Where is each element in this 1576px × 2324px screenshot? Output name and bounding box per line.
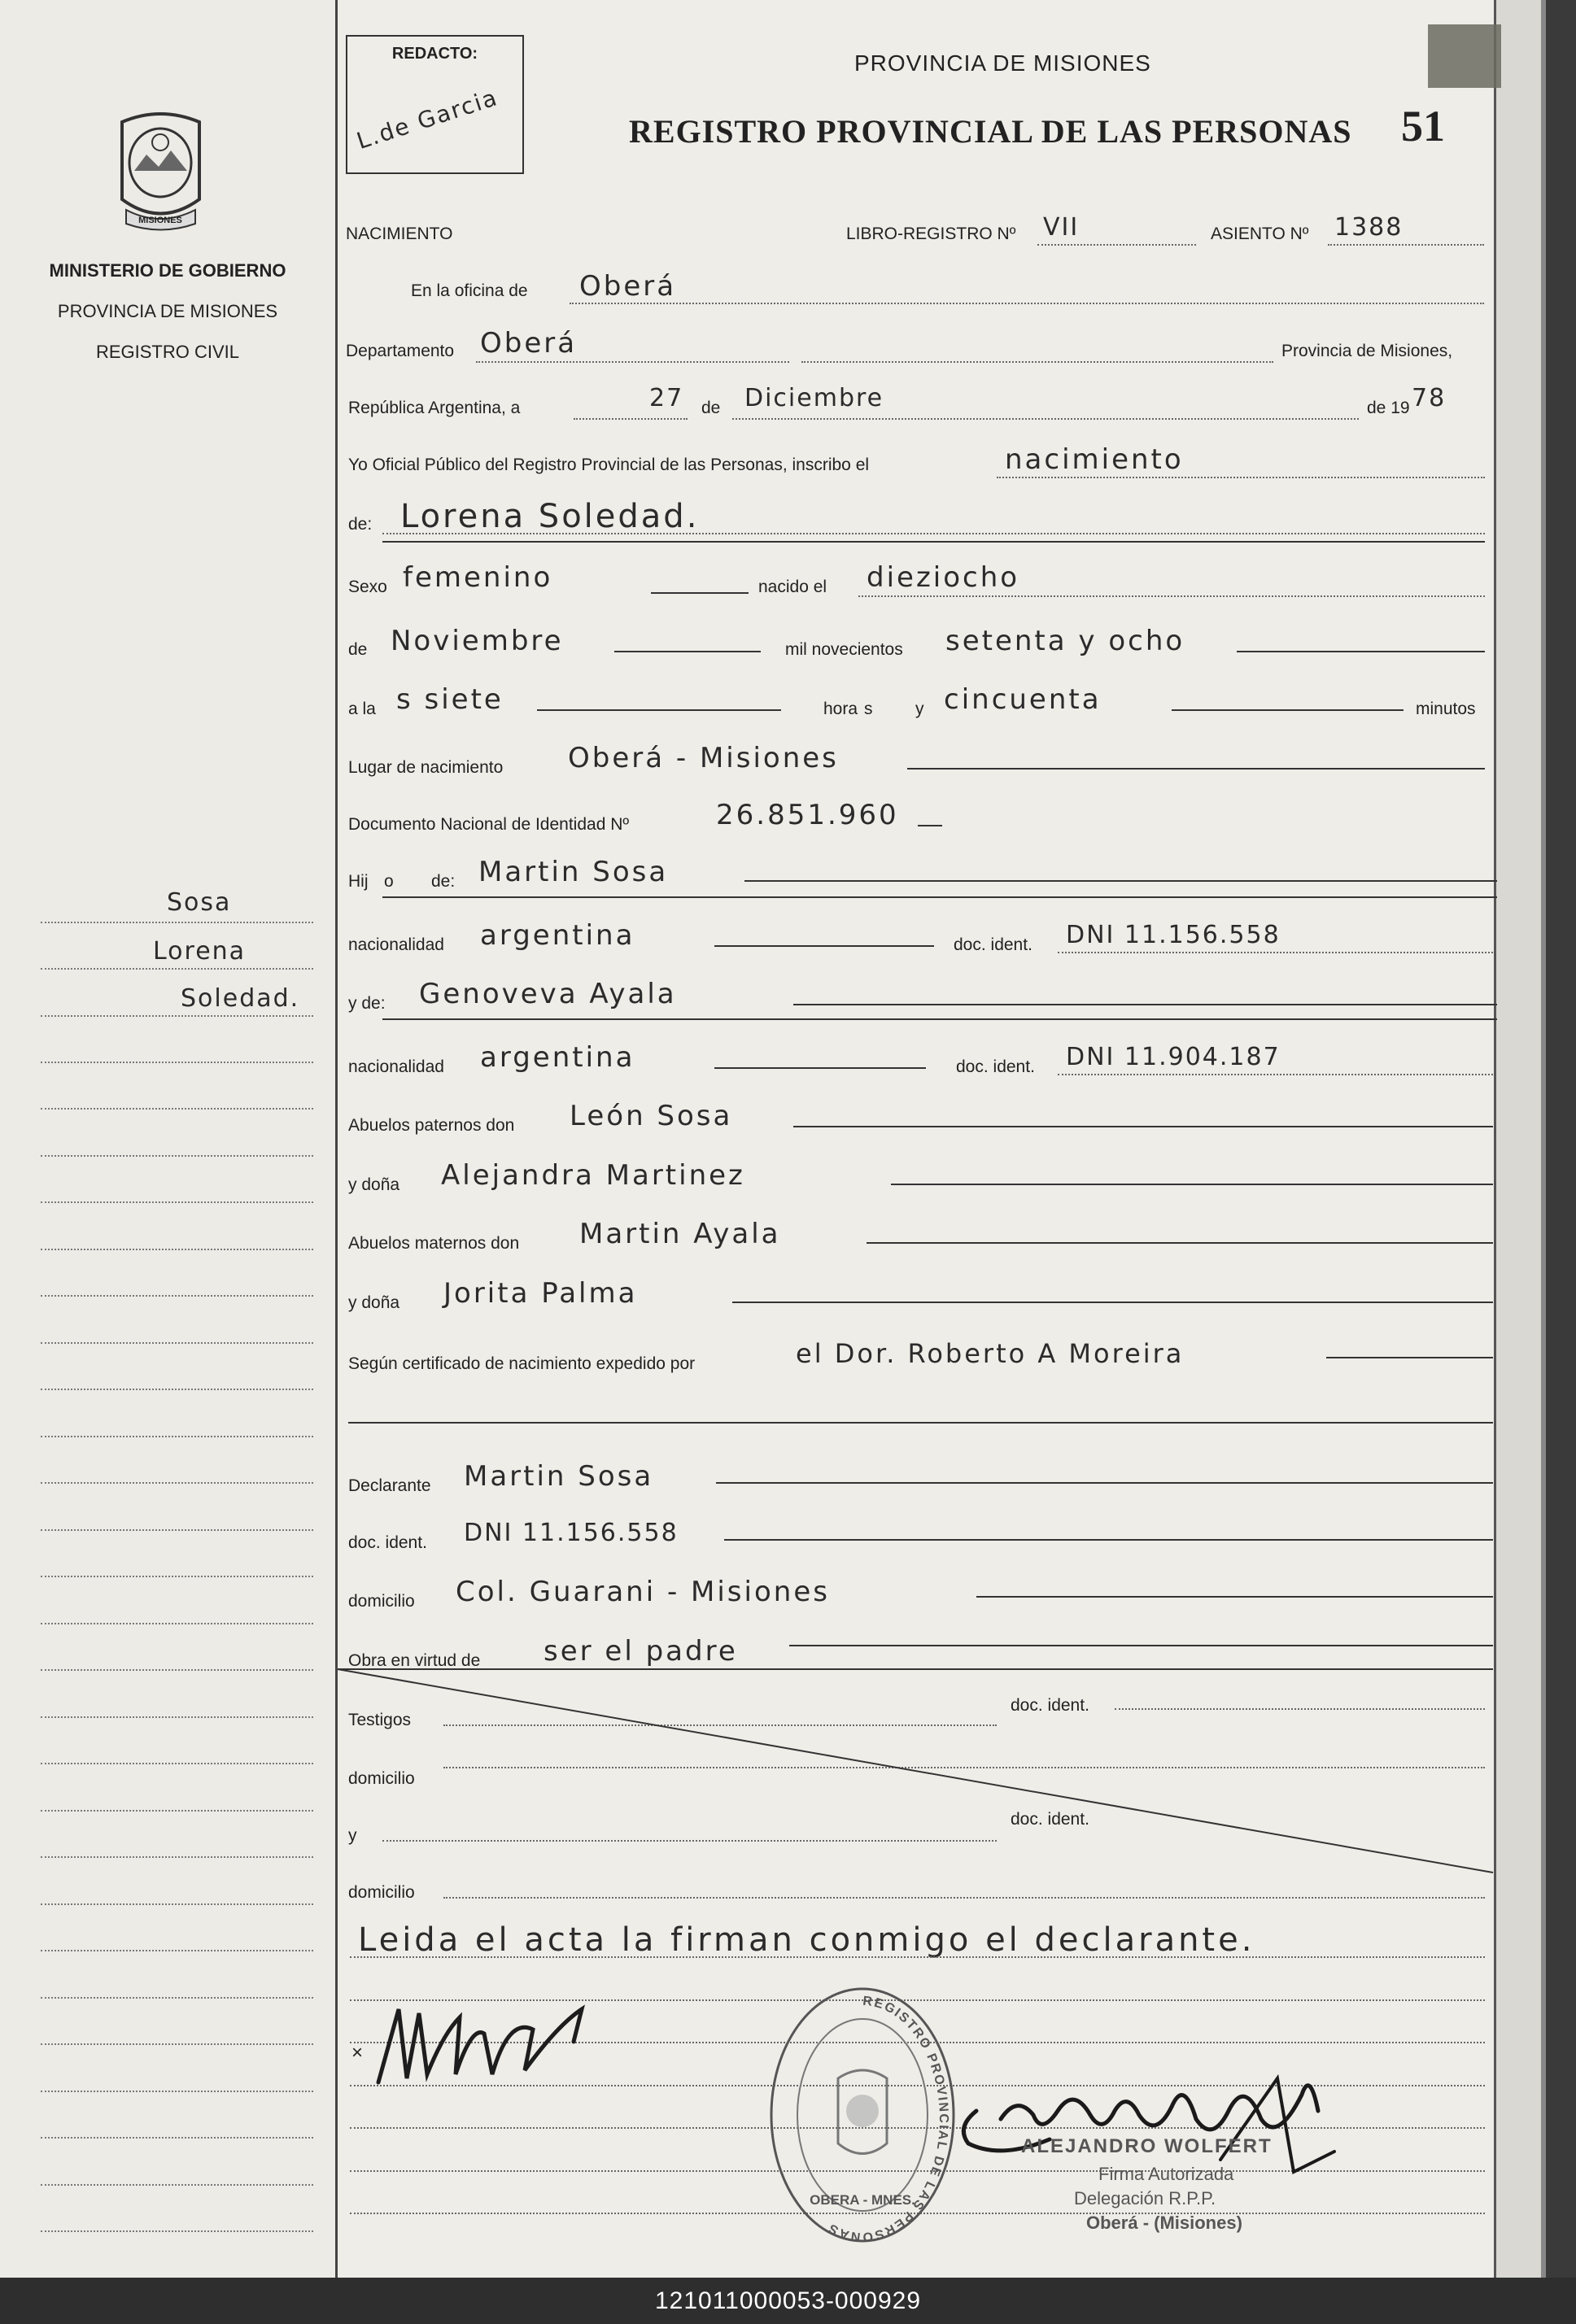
cert-value: el Dor. Roberto A Moreira — [796, 1338, 1185, 1369]
oficina-value: Oberá — [579, 270, 677, 303]
yde-label: y de: — [348, 994, 386, 1013]
hijo-de-label: de: — [431, 872, 456, 891]
republica-label: República Argentina, a — [348, 399, 521, 417]
hijo-label: Hij — [348, 872, 369, 891]
nac1-value: argentina — [480, 919, 635, 952]
de2-label: de — [348, 640, 368, 659]
nac2-label: nacionalidad — [348, 1057, 444, 1076]
libro-label: LIBRO-REGISTRO Nº — [846, 225, 1016, 243]
de-label: de — [701, 399, 721, 417]
docdecl-label: doc. ident. — [348, 1533, 427, 1552]
dona1-label: y doña — [348, 1175, 400, 1194]
ministry-province: PROVINCIA DE MISIONES — [57, 301, 278, 321]
mil-value: setenta y ocho — [945, 625, 1185, 657]
domicilio-value: Col. Guarani - Misiones — [456, 1576, 830, 1608]
official-line3: Oberá - (Misiones) — [1086, 2213, 1242, 2233]
margin-note-surname: Sosa — [167, 888, 232, 917]
ministry-office: REGISTRO CIVIL — [95, 342, 240, 362]
libro-value: VII — [1043, 213, 1080, 242]
docid2-label: doc. ident. — [1011, 1810, 1089, 1829]
day-value: 27 — [649, 384, 684, 412]
departamento-label: Departamento — [346, 342, 455, 360]
nac2-value: argentina — [480, 1041, 635, 1074]
dona1-value: Alejandra Martinez — [441, 1159, 745, 1192]
lugar-label: Lugar de nacimiento — [348, 758, 504, 777]
ab-pat-label: Abuelos paternos don — [348, 1116, 515, 1135]
document-code-bar: 121011000053-000929 — [0, 2278, 1576, 2324]
hijo-suffix: o — [384, 872, 394, 891]
sexo-label: Sexo — [348, 578, 387, 596]
minutos-label: minutos — [1416, 700, 1476, 718]
provincia-suffix: Provincia de Misiones, — [1281, 342, 1453, 360]
lugar-value: Oberá - Misiones — [568, 742, 839, 774]
oficina-label: En la oficina de — [411, 281, 528, 300]
father-name: Martin Sosa — [478, 856, 669, 888]
margin-note-name: Lorena — [153, 937, 247, 966]
hour-value: s siete — [396, 683, 504, 716]
domicilio2-label: domicilio — [348, 1769, 415, 1788]
docdecl-value: DNI 11.156.558 — [464, 1519, 679, 1547]
declarante-value: Martin Sosa — [464, 1460, 654, 1493]
docid-label: doc. ident. — [1011, 1696, 1089, 1715]
horas-suffix: s — [864, 700, 873, 718]
year-value: 78 — [1412, 384, 1447, 412]
dni-value: 26.851.960 — [716, 799, 899, 831]
doc1-label: doc. ident. — [954, 935, 1032, 954]
official-line1: Firma Autorizada — [1098, 2164, 1234, 2184]
x-mark: × — [351, 2042, 364, 2064]
redacto-label: REDACTO: — [391, 45, 478, 63]
declarant-signature — [370, 1985, 614, 2099]
horas-label: hora — [823, 700, 858, 718]
ab-pat-value: León Sosa — [570, 1100, 733, 1132]
name-label: de: — [348, 515, 373, 534]
departamento-value: Oberá — [480, 327, 578, 360]
redacto-name: L.de Garcia — [353, 83, 502, 155]
year-label: de 19 — [1367, 399, 1410, 417]
obra-label: Obra en virtud de — [348, 1651, 481, 1670]
stamp-bottom-text: OBERA - MNES. — [810, 2192, 915, 2208]
obra-value: ser el padre — [544, 1635, 738, 1668]
record-type: NACIMIENTO — [346, 225, 453, 243]
ministry-title: MINISTERIO DE GOBIERNO — [49, 260, 286, 281]
header-registry: REGISTRO PROVINCIAL DE LAS PERSONAS — [629, 113, 1352, 150]
nacido-label: nacido el — [758, 578, 827, 596]
testigos-label: Testigos — [348, 1711, 412, 1729]
page-number: 51 — [1401, 102, 1445, 150]
doc2-value: DNI 11.904.187 — [1066, 1043, 1281, 1071]
mil-label: mil novecientos — [785, 640, 903, 659]
y-label: y — [915, 700, 924, 718]
child-name: Lorena Soledad. — [400, 498, 700, 535]
stamp-ring-text: REGISTRO PROVINCIAL DE LAS PERSONAS — [825, 1994, 950, 2244]
official-line2: Delegación R.P.P. — [1074, 2188, 1216, 2208]
sexo-value: femenino — [403, 561, 553, 594]
registry-stamp — [761, 1981, 964, 2249]
inscribo-label: Yo Oficial Público del Registro Provincial de las Personas, inscribo el — [348, 456, 870, 474]
domicilio-label: domicilio — [348, 1592, 415, 1611]
declarante-label: Declarante — [348, 1476, 431, 1495]
doc1-value: DNI 11.156.558 — [1066, 921, 1281, 949]
mother-name: Genoveva Ayala — [419, 978, 677, 1010]
header-province: PROVINCIA DE MISIONES — [854, 50, 1151, 76]
doc2-label: doc. ident. — [956, 1057, 1035, 1076]
nacido-value: dieziocho — [867, 561, 1020, 594]
leida-statement: Leida el acta la firman conmigo el declarante. — [358, 1921, 1255, 1959]
domicilio3-label: domicilio — [348, 1883, 415, 1902]
asiento-label: ASIENTO Nº — [1211, 225, 1309, 243]
alas-label: a la — [348, 700, 376, 718]
month-value: Diciembre — [744, 384, 884, 412]
nac1-label: nacionalidad — [348, 935, 444, 954]
minutes-value: cincuenta — [944, 683, 1102, 716]
ab-mat-value: Martin Ayala — [579, 1218, 781, 1250]
margin-note-name2: Soledad. — [181, 984, 300, 1013]
dona2-label: y doña — [348, 1293, 400, 1312]
y2-label: y — [348, 1826, 357, 1845]
official-name: ALEJANDRO WOLFERT — [1021, 2135, 1273, 2157]
ab-mat-label: Abuelos maternos don — [348, 1234, 520, 1253]
dona2-value: Jorita Palma — [443, 1277, 638, 1310]
month2-value: Noviembre — [391, 625, 564, 657]
inscribo-value: nacimiento — [1005, 443, 1184, 476]
dni-label: Documento Nacional de Identidad Nº — [348, 815, 630, 834]
seal-label: MISIONES — [138, 216, 182, 225]
cert-label: Según certificado de nacimiento expedido por — [348, 1354, 696, 1373]
asiento-value: 1388 — [1334, 213, 1404, 242]
